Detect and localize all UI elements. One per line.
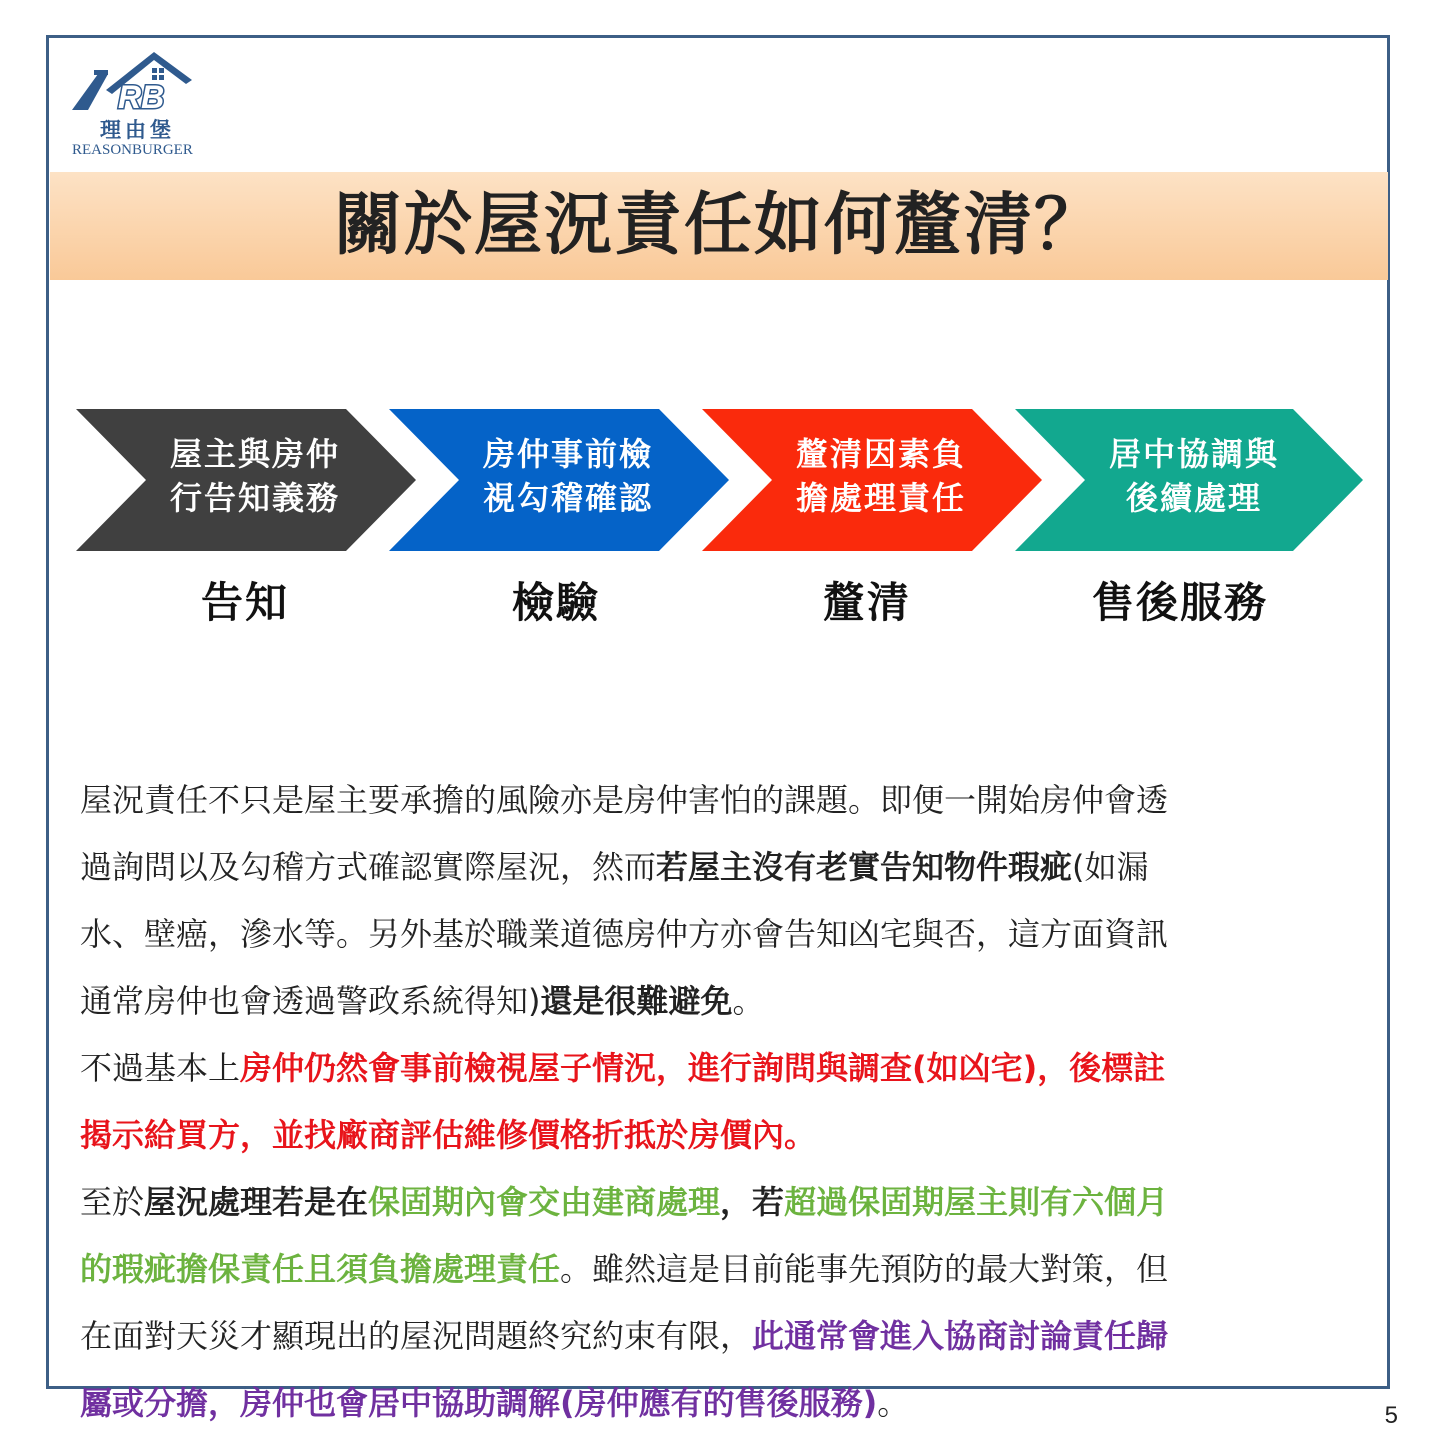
step-2-text: [428, 432, 708, 520]
p1-seg-3: 還是很難避免: [540, 982, 733, 1020]
step-4-text: [1054, 432, 1334, 520]
step-4-line2: 後續處理: [1125, 479, 1262, 517]
step-4-label: 售後服務: [1091, 578, 1268, 627]
step-1-line1: 屋主與房仲: [169, 435, 340, 473]
p1-seg-2: (如漏 水、壁癌，滲水等。另外基於職業道德房仲方亦會告知凶宅與否，這方面資訊 通常房仲也會透過警政系統得知): [80, 848, 1169, 1020]
body-text: [80, 700, 1360, 1437]
step-3-line1: 釐清因素負: [795, 435, 966, 473]
logo-mark: RB: [118, 79, 165, 115]
p1-seg-4: 。: [732, 982, 765, 1020]
step-3-line2: 擔處理責任: [795, 479, 966, 517]
step-3-label: 釐清: [822, 578, 911, 627]
p3-seg-6: 此通常會進入協商討論責任歸 屬或分擔，房仲也會居中協助調解(房仲應有的售後服務): [80, 1317, 1169, 1422]
paragraph-3: [80, 1169, 1360, 1437]
step-2-line1: 房仲事前檢: [482, 435, 653, 473]
p3-seg-5: 。雖然這是目前能事先預防的最大對策，但 在面對天災才顯現出的屋況問題終究約束有限，: [80, 1250, 1169, 1355]
p1-seg-0: 屋況責任不只是屋主要承擔的風險亦是房仲害怕的課題。即便一開始房仲會透 過詢問以及勾稽方式確認實際屋況，然而: [80, 781, 1169, 886]
p3-seg-1: 屋況處理若是在: [144, 1183, 369, 1221]
p2-seg-0: 不過基本上: [80, 1049, 241, 1087]
step-4-line1: 居中協調與: [1108, 435, 1279, 473]
p3-seg-3: ，若: [720, 1183, 785, 1221]
logo-english: REASONBURGER: [72, 142, 193, 158]
step-1-label: 告知: [200, 578, 289, 627]
p2-seg-1: 房仲仍然會事前檢視屋子情況，進行詢問與調查(如凶宅)，後標註 揭示給買方，並找廠商評估維修價格折抵於房價內。: [80, 1049, 1166, 1154]
step-2-label: 檢驗: [511, 578, 600, 627]
step-3-text: [741, 432, 1021, 520]
p3-seg-2: 保固期內會交由建商處理: [368, 1183, 721, 1221]
paragraph-2: [80, 1035, 1360, 1169]
p1-seg-1: 若屋主沒有老實告知物件瑕疵: [656, 848, 1073, 886]
paragraph-1: [80, 700, 1360, 1035]
page-title: 關於屋況責任如何釐清？: [333, 186, 1104, 265]
p3-seg-0: 至於: [80, 1183, 145, 1221]
page-number: 5: [1384, 1402, 1398, 1429]
step-2-line2: 視勾稽確認: [482, 479, 653, 517]
step-1-text: [115, 432, 395, 520]
p3-seg-4: 超過保固期屋主則有六個月 的瑕疵擔保責任且須負擔處理責任: [80, 1183, 1169, 1288]
p3-seg-7: 。: [877, 1384, 910, 1422]
step-1-line2: 行告知義務: [169, 479, 340, 517]
logo-chinese: 理由堡: [100, 117, 175, 142]
